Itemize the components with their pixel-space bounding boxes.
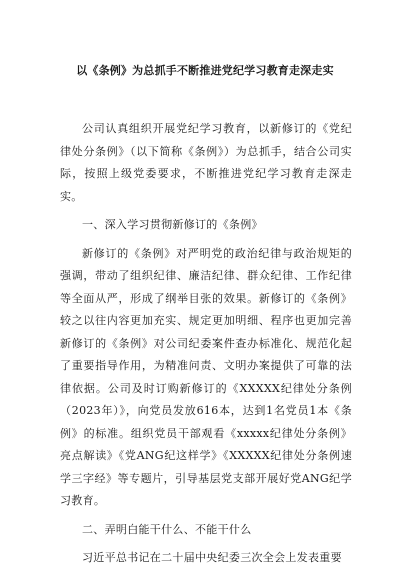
document-title: 以《条例》为总抓手不断推进党纪学习教育走深走实	[76, 64, 334, 77]
document-body	[60, 118, 352, 570]
paragraph-section-2: 习近平总书记在二十届中央纪委三次全会上发表重要	[82, 551, 342, 564]
paragraph-intro: 公司认真组织开展党纪学习教育，以新修订的《党纪律处分条例》（以下简称《条例》）为总抓手，结合公司实际，按照上级党委要求，不断推进党纪学习教育走深走实。	[60, 122, 352, 203]
paragraph-section-1: 新修订的《条例》对严明党的政治纪律与政治规矩的强调，带动了组织纪律、廉洁纪律、群众纪律、工作纪律等全面从严，形成了纲举目张的效果。新修订的《条例》较之以往内容更加充实、规定更加明细、程序也更加完善新修订的《条例》对公司纪委案件查办标准化、规范化起了重要指导作用，为精准问责、文明办案提供了可靠的法律依据。公司及时订购新修订的《XXXXX纪律处分条例（2023年）》，向党员发放616本，达到1名党员1本《条例》的标准。组织党员干部观看《xxxxx纪律处分条例》亮点解读》《党ANG纪这样学》《XXXXX纪律处分条例速学三字经》等专题片，引导基层党支部开展好党ANG纪学习教育。	[60, 246, 352, 507]
section-heading-2: 二、弄明白能干什么、不能干什么	[82, 522, 252, 536]
section-heading-1: 一、深入学习贯彻新修订的《条例》	[82, 218, 263, 231]
